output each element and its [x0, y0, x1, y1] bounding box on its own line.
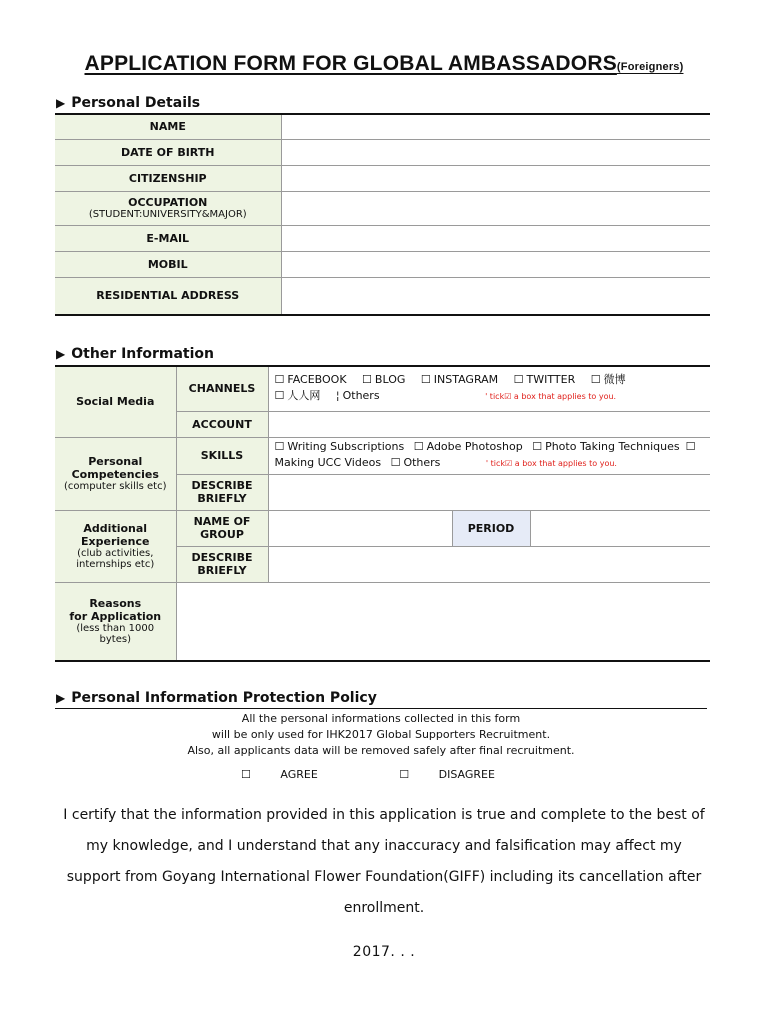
period-field[interactable]	[530, 510, 710, 546]
checkbox-others-skill[interactable]: ☐ Others	[390, 456, 441, 469]
describe-briefly-experience-label: DESCRIBE BRIEFLY	[176, 546, 268, 582]
policy-line-1: All the personal informations collected in this form	[241, 712, 521, 725]
name-field[interactable]	[281, 114, 710, 139]
other-information-table	[55, 365, 710, 662]
certification-statement: I certify that the information provided in this application is true and complete to the best of my knowledge, and I understand that any inaccuracy and falsification may affect my support from Goyang International Flower Foundation(GIFF) including its cancellation after enrollment.	[63, 807, 705, 916]
form-title-sub: (Foreigners)	[616, 61, 684, 73]
skills-label: SKILLS	[176, 437, 268, 474]
tick-note-skills: ' tick☑ a box that applies to you.	[485, 459, 617, 468]
policy-text	[55, 711, 707, 759]
email-field[interactable]	[281, 225, 710, 251]
checkbox-photo-taking[interactable]: ☐ Photo Taking Techniques	[532, 440, 680, 453]
checkbox-others-channel[interactable]: ¦ Others	[335, 389, 380, 403]
agree-row	[55, 768, 707, 781]
name-label: NAME	[55, 114, 281, 139]
social-media-label: Social Media	[55, 366, 176, 437]
reasons-label: Reasons for Application (less than 1000 bytes)	[55, 582, 176, 661]
personal-details-table	[55, 113, 710, 316]
checkbox-weibo[interactable]: ☐ 微博	[590, 373, 626, 387]
describe-briefly-skills-field[interactable]	[268, 474, 710, 510]
policy-heading: ▶ Personal Information Protection Policy	[56, 690, 377, 706]
form-title-main: APPLICATION FORM FOR GLOBAL AMBASSADORS	[84, 52, 617, 75]
citizenship-field[interactable]	[281, 165, 710, 191]
account-field[interactable]	[268, 411, 710, 437]
email-label: E-MAIL	[55, 225, 281, 251]
personal-details-heading: ▶ Personal Details	[56, 95, 201, 111]
channels-options	[268, 366, 710, 411]
checkbox-twitter[interactable]: ☐ TWITTER	[513, 373, 576, 387]
policy-line-2: will be only used for IHK2017 Global Supporters Recruitment.	[211, 728, 551, 741]
address-label: RESIDENTIAL ADDRESS	[55, 277, 281, 315]
period-label: PERIOD	[452, 510, 530, 546]
checkbox-photoshop[interactable]: ☐ Adobe Photoshop	[413, 440, 523, 453]
describe-briefly-experience-field[interactable]	[268, 546, 710, 582]
checkbox-renren[interactable]: ☐ 人人网	[274, 389, 321, 403]
mobil-label: MOBIL	[55, 251, 281, 277]
checkbox-blog[interactable]: ☐ BLOG	[362, 373, 406, 387]
triangle-right-icon: ▶	[56, 691, 66, 705]
name-of-group-field[interactable]	[268, 510, 452, 546]
checkbox-ucc-videos[interactable]: ☐	[685, 440, 696, 453]
channels-label: CHANNELS	[176, 366, 268, 411]
dob-field[interactable]	[281, 139, 710, 165]
checkbox-writing[interactable]: ☐ Writing Subscriptions	[274, 440, 405, 453]
checkbox-instagram[interactable]: ☐ INSTAGRAM	[420, 373, 499, 387]
occupation-field[interactable]	[281, 191, 710, 225]
form-title	[0, 52, 768, 76]
agree-checkbox[interactable]: ☐ AGREE	[241, 768, 318, 781]
other-information-heading: ▶ Other Information	[56, 346, 214, 362]
triangle-right-icon: ▶	[56, 96, 66, 110]
disagree-checkbox[interactable]: ☐ DISAGREE	[399, 768, 495, 781]
account-label: ACCOUNT	[176, 411, 268, 437]
triangle-right-icon: ▶	[56, 347, 66, 361]
checkbox-facebook[interactable]: ☐ FACEBOOK	[274, 373, 347, 387]
address-field[interactable]	[281, 277, 710, 315]
name-of-group-label: NAME OF GROUP	[176, 510, 268, 546]
tick-note-channels: ' tick☑ a box that applies to you.	[485, 392, 617, 402]
competencies-label: Personal Competencies (computer skills etc)	[55, 437, 176, 510]
dob-label: DATE OF BIRTH	[55, 139, 281, 165]
citizenship-label: CITIZENSHIP	[55, 165, 281, 191]
experience-label: Additional Experience (club activities, internships etc)	[55, 510, 176, 582]
occupation-label: OCCUPATION (STUDENT:UNIVERSITY&MAJOR)	[55, 191, 281, 225]
reasons-field[interactable]	[176, 582, 710, 661]
ucc-videos-label: Making UCC Videos	[274, 456, 382, 469]
policy-divider	[55, 708, 707, 709]
date-line[interactable]: 2017. . .	[352, 944, 416, 960]
policy-line-3: Also, all applicants data will be removed safely after final recruitment.	[187, 744, 575, 757]
describe-briefly-skills-label: DESCRIBE BRIEFLY	[176, 474, 268, 510]
skills-options	[268, 437, 710, 474]
mobil-field[interactable]	[281, 251, 710, 277]
